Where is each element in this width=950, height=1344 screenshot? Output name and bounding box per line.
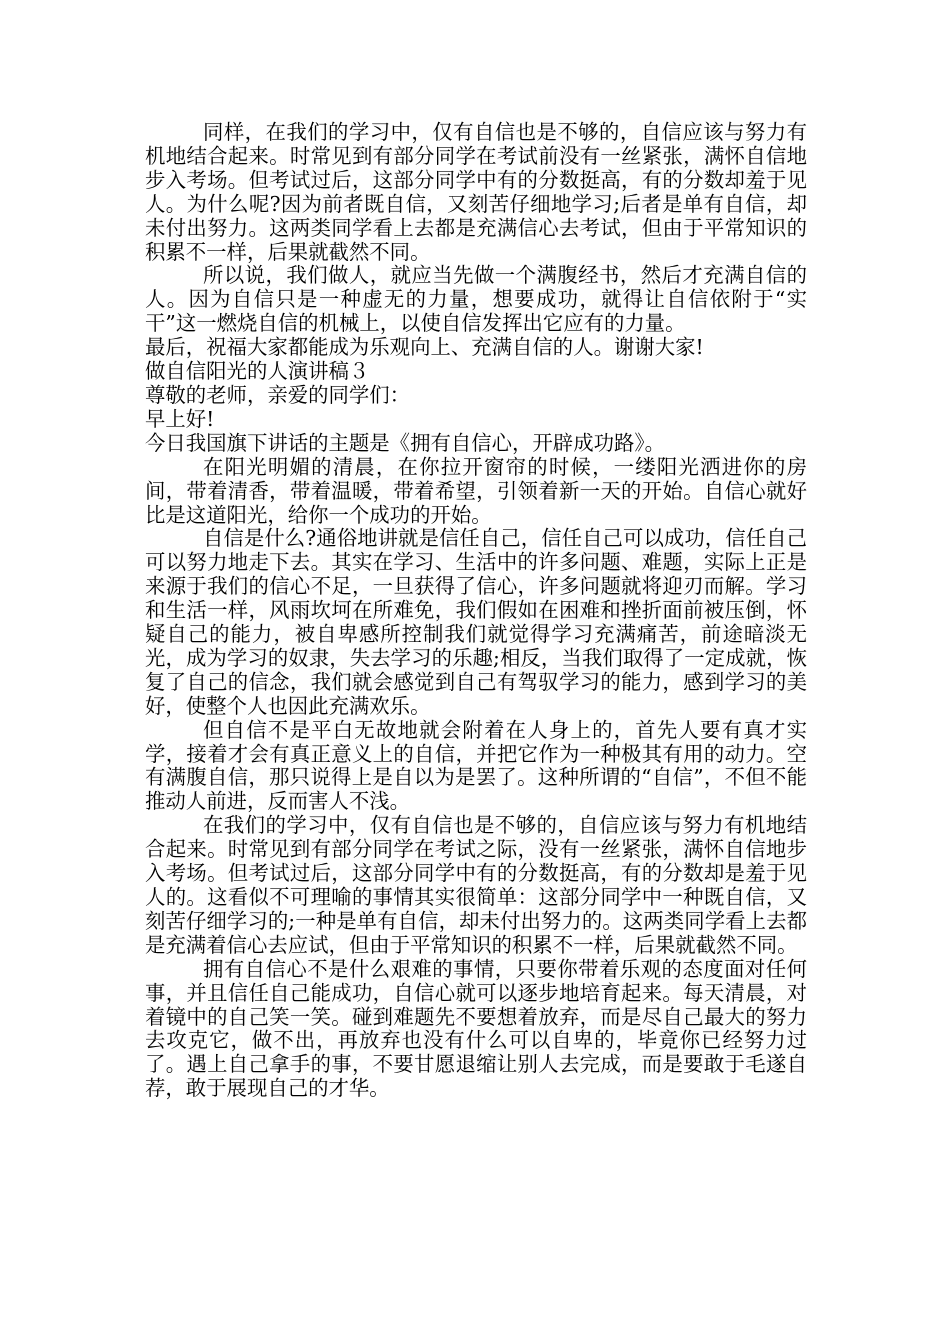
document-body: [145, 121, 807, 1101]
paragraph-confidence-and-effort: 在我们的学习中，仅有自信也是不够的，自信应该与努力有机地结合起来。时常见到有部分同学在考试之际，没有一丝紧张，满怀自信地步入考场。但考试过后，这部分同学中有的分数挺高，有的分数却是羞于见人的。这看似不可理喻的事情其实很简单：这部分同学中一种既自信，又刻苦仔细学习的;一种是单有自信，却未付出努力的。这两类同学看上去都是充满着信心去应试，但由于平常知识的积累不一样，后果就截然不同。: [145, 813, 807, 957]
speech-title: 做自信阳光的人演讲稿３: [145, 359, 370, 384]
paragraph-study-effort: 同样，在我们的学习中，仅有自信也是不够的，自信应该与努力有机地结合起来。时常见到有部分同学在考试前没有一丝紧张，满怀自信地步入考场。但考试过后，这部分同学中有的分数挺高，有的分数却羞于见人。为什么呢?因为前者既自信，又刻苦仔细地学习;后者是单有自信，却未付出努力。这两类同学看上去都是充满信心去考试，但由于平常知识的积累不一样，后果就截然不同。: [145, 120, 807, 264]
paragraph-closing-wishes: 最后，祝福大家都能成为乐观向上、充满自信的人。谢谢大家!: [145, 335, 704, 360]
paragraph-real-learning: 但自信不是平白无故地就会附着在人身上的，首先人要有真才实学，接着才会有真正意义上的自信，并把它作为一种极其有用的动力。空有满腹自信，那只说得上是自以为是罢了。这种所谓的“自信”，不但不能推动人前进，反而害人不浅。: [145, 717, 807, 814]
paragraph-be-a-person: 所以说，我们做人，就应当先做一个满腹经书，然后才充满自信的人。因为自信只是一种虚无的力量，想要成功，就得让自信依附于“实干”这一燃烧自信的机械上，以使自信发挥出它应有的力量。: [145, 263, 807, 336]
paragraph-what-is-confidence: 自信是什么?通俗地讲就是信任自己，信任自己可以成功，信任自己可以努力地走下去。其实在学习、生活中的许多问题、难题，实际上正是来源于我们的信心不足，一旦获得了信心，许多问题就将迎刃而解。学习和生活一样，风雨坎坷在所难免，我们假如在困难和挫折面前被压倒，怀疑自己的能力，被自卑感所控制我们就觉得学习充满痛苦，前途暗淡无光，成为学习的奴隶，失去学习的乐趣;相反，当我们取得了一定成就，恢复了自己的信念，我们就会感觉到自己有驾驭学习的能力，感到学习的美好，使整个人也因此充满欢乐。: [145, 526, 807, 718]
speech-topic: 今日我国旗下讲话的主题是《拥有自信心，开辟成功路》。: [145, 430, 665, 455]
paragraph-sunshine: 在阳光明媚的清晨，在你拉开窗帘的时候，一缕阳光洒进你的房间，带着清香，带着温暖，带着希望，引领着新一天的开始。自信心就好比是这道阳光，给你一个成功的开始。: [145, 454, 807, 527]
salutation: 尊敬的老师，亲爱的同学们：: [145, 382, 411, 407]
greeting: 早上好!: [145, 406, 215, 431]
paragraph-building-confidence: 拥有自信心不是什么艰难的事情，只要你带着乐观的态度面对任何事，并且信任自己能成功，自信心就可以逐步地培育起来。每天清晨，对着镜中的自己笑一笑。碰到难题先不要想着放弃，而是尽自己最大的努力去攻克它，做不出，再放弃也没有什么可以自卑的，毕竟你已经努力过了。遇上自己拿手的事，不要甘愿退缩让别人去完成，而是要敢于毛遂自荐，敢于展现自己的才华。: [145, 956, 807, 1101]
